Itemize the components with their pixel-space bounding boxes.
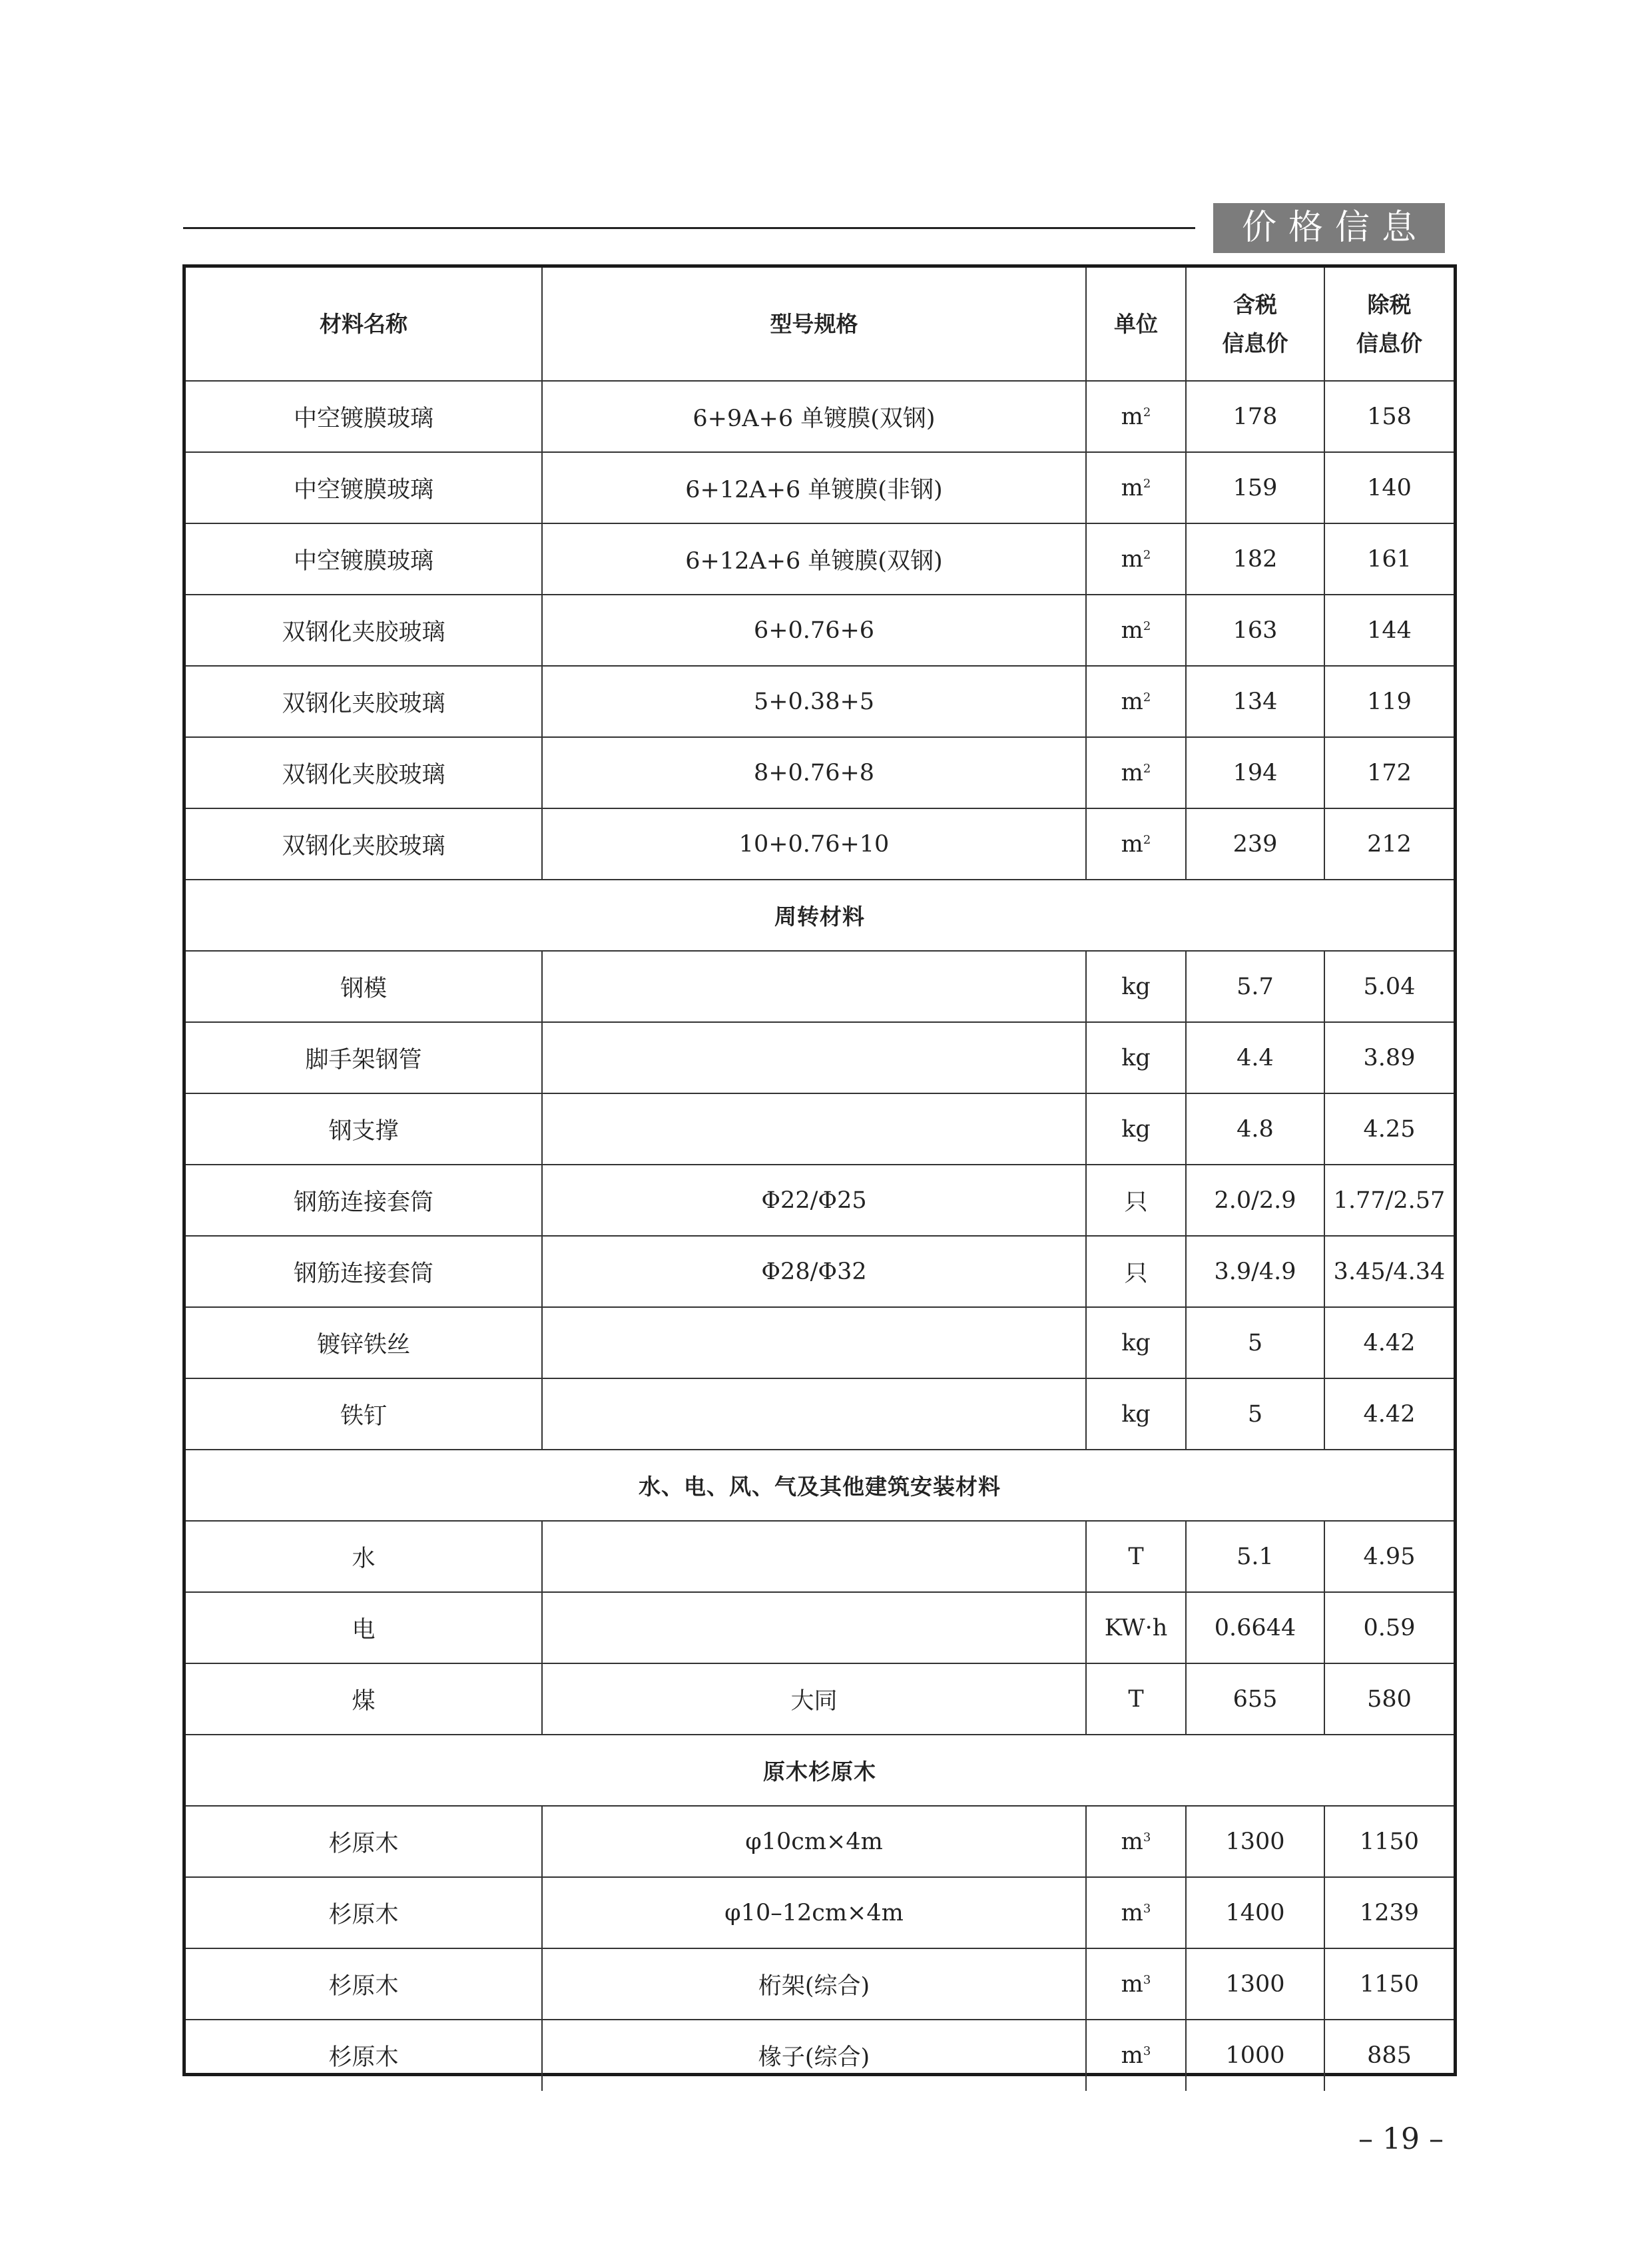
table-row (186, 1093, 1454, 1165)
cell-unit (1086, 1877, 1186, 1948)
section-tag: 价格信息 (1213, 203, 1445, 253)
cell-unit (1086, 737, 1186, 808)
cell-spec (542, 666, 1086, 737)
cell-material-name (186, 1236, 542, 1307)
table-row (186, 1806, 1454, 1877)
cell-spec (542, 1948, 1086, 2020)
unit-exponent: 2 (1143, 476, 1151, 491)
cell-price-tax-excl (1324, 1307, 1454, 1378)
cell-material-name-text: 杉原木 (328, 2044, 399, 2071)
cell-price-tax-excl-text: 4.95 (1363, 1543, 1416, 1570)
cell-material-name (186, 452, 542, 523)
cell-price-tax-excl (1324, 381, 1454, 452)
col-header-name: 材料名称 (186, 268, 542, 381)
cell-price-tax-excl (1324, 1877, 1454, 1948)
cell-price-tax-incl-text: 3.9/4.9 (1214, 1258, 1296, 1285)
cell-spec (542, 381, 1086, 452)
cell-unit-text: m (1121, 759, 1143, 786)
cell-price-tax-incl (1186, 1663, 1324, 1735)
cell-price-tax-excl (1324, 808, 1454, 880)
cell-material-name-text: 钢筋连接套筒 (293, 1260, 433, 1287)
cell-price-tax-excl (1324, 1165, 1454, 1236)
cell-price-tax-excl-text: 3.45/4.34 (1333, 1258, 1446, 1285)
cell-price-tax-incl-text: 178 (1233, 403, 1278, 430)
cell-price-tax-excl (1324, 1093, 1454, 1165)
cell-material-name (186, 1093, 542, 1165)
cell-price-tax-incl-text: 1300 (1225, 1970, 1285, 1998)
cell-unit (1086, 1307, 1186, 1378)
cell-price-tax-excl-text: 5.04 (1363, 973, 1416, 1000)
cell-price-tax-excl-text: 580 (1367, 1685, 1412, 1713)
cell-spec-text: 6+0.76+6 (753, 617, 875, 644)
col-header-tax-excl (1324, 268, 1454, 381)
cell-material-name-text: 杉原木 (328, 1901, 399, 1928)
cell-price-tax-excl-text: 172 (1367, 759, 1412, 786)
cell-unit-text: m (1121, 403, 1143, 430)
cell-price-tax-incl (1186, 452, 1324, 523)
cell-unit (1086, 808, 1186, 880)
cell-spec (542, 1663, 1086, 1735)
cell-unit (1086, 1165, 1186, 1236)
cell-unit-text: T (1128, 1685, 1144, 1713)
cell-unit-text: kg (1121, 1115, 1151, 1143)
cell-price-tax-incl-text: 0.6644 (1214, 1614, 1296, 1641)
cell-unit (1086, 1521, 1186, 1592)
cell-unit (1086, 666, 1186, 737)
cell-material-name-text: 中空镀膜玻璃 (293, 405, 433, 432)
cell-price-tax-incl-text: 182 (1233, 545, 1278, 573)
table-header-row (186, 268, 1454, 381)
unit-exponent: 2 (1143, 547, 1151, 562)
table-row (186, 2020, 1454, 2091)
cell-price-tax-incl-text: 5.1 (1237, 1543, 1274, 1570)
cell-material-name (186, 951, 542, 1022)
cell-price-tax-excl (1324, 2020, 1454, 2091)
cell-spec (542, 1877, 1086, 1948)
cell-price-tax-excl (1324, 1663, 1454, 1735)
cell-material-name (186, 1806, 542, 1877)
table-row (186, 1948, 1454, 2020)
cell-price-tax-incl (1186, 808, 1324, 880)
col-header-tax-incl-line2: 信息价 (1222, 330, 1288, 356)
cell-material-name-text: 杉原木 (328, 1830, 399, 1857)
cell-price-tax-incl-text: 655 (1233, 1685, 1278, 1713)
cell-price-tax-incl-text: 5 (1247, 1329, 1263, 1356)
cell-material-name (186, 1521, 542, 1592)
cell-price-tax-excl-text: 1.77/2.57 (1333, 1187, 1446, 1214)
cell-price-tax-excl-text: 4.25 (1363, 1115, 1416, 1143)
cell-material-name-text: 电 (352, 1616, 376, 1643)
cell-price-tax-excl (1324, 951, 1454, 1022)
cell-price-tax-incl (1186, 595, 1324, 666)
section-row (186, 1735, 1454, 1806)
cell-spec-text: 大同 (790, 1687, 838, 1715)
cell-price-tax-excl-text: 161 (1367, 545, 1412, 573)
cell-price-tax-excl (1324, 737, 1454, 808)
cell-price-tax-excl-text: 1150 (1359, 1828, 1420, 1855)
cell-material-name-text: 双钢化夹胶玻璃 (282, 690, 445, 717)
cell-spec-text: 6+12A+6 单镀膜(双钢) (685, 547, 943, 575)
table-row (186, 523, 1454, 595)
col-header-tax-incl (1186, 268, 1324, 381)
cell-spec (542, 523, 1086, 595)
cell-material-name (186, 1663, 542, 1735)
cell-price-tax-excl (1324, 1236, 1454, 1307)
col-header-tax-excl-line2: 信息价 (1356, 330, 1422, 356)
cell-unit-text: m (1121, 1828, 1143, 1855)
cell-price-tax-incl-text: 1300 (1225, 1828, 1285, 1855)
cell-unit (1086, 381, 1186, 452)
cell-material-name (186, 1592, 542, 1663)
cell-material-name-text: 双钢化夹胶玻璃 (282, 619, 445, 646)
cell-price-tax-excl (1324, 523, 1454, 595)
unit-exponent: 3 (1143, 1901, 1151, 1916)
cell-unit (1086, 1022, 1186, 1093)
cell-unit (1086, 523, 1186, 595)
table-row (186, 666, 1454, 737)
price-table (186, 268, 1454, 2091)
cell-unit-text: kg (1121, 1400, 1151, 1428)
cell-price-tax-incl (1186, 1093, 1324, 1165)
cell-spec (542, 808, 1086, 880)
table-row (186, 1521, 1454, 1592)
cell-material-name-text: 钢支撑 (328, 1117, 399, 1145)
cell-spec-text: 6+9A+6 单镀膜(双钢) (692, 405, 936, 432)
cell-price-tax-incl (1186, 1022, 1324, 1093)
cell-unit (1086, 2020, 1186, 2091)
table-row (186, 737, 1454, 808)
col-header-spec: 型号规格 (542, 268, 1086, 381)
cell-spec (542, 1307, 1086, 1378)
unit-exponent: 2 (1143, 832, 1151, 847)
cell-price-tax-incl (1186, 381, 1324, 452)
cell-spec-text: 5+0.38+5 (753, 688, 875, 715)
cell-material-name-text: 钢模 (340, 975, 387, 1002)
cell-material-name-text: 中空镀膜玻璃 (293, 476, 433, 503)
cell-material-name-text: 脚手架钢管 (305, 1046, 422, 1073)
cell-unit (1086, 1948, 1186, 2020)
cell-price-tax-excl-text: 144 (1367, 617, 1412, 644)
cell-price-tax-excl (1324, 1948, 1454, 2020)
cell-material-name (186, 2020, 542, 2091)
cell-price-tax-excl-text: 119 (1367, 688, 1412, 715)
cell-price-tax-excl (1324, 1521, 1454, 1592)
cell-material-name-text: 铁钉 (340, 1402, 387, 1430)
cell-price-tax-incl-text: 1400 (1225, 1899, 1285, 1926)
cell-price-tax-excl (1324, 595, 1454, 666)
cell-price-tax-incl-text: 5.7 (1237, 973, 1274, 1000)
cell-price-tax-incl (1186, 523, 1324, 595)
cell-unit (1086, 951, 1186, 1022)
cell-unit (1086, 595, 1186, 666)
cell-price-tax-incl (1186, 1806, 1324, 1877)
cell-unit (1086, 1378, 1186, 1450)
cell-spec-text: 10+0.76+10 (738, 830, 890, 858)
cell-unit-text: m (1121, 474, 1143, 501)
cell-spec (542, 951, 1086, 1022)
col-header-unit: 单位 (1086, 268, 1186, 381)
cell-unit-text: 只 (1124, 1189, 1148, 1216)
cell-material-name-text: 杉原木 (328, 1972, 399, 2000)
cell-material-name (186, 1877, 542, 1948)
cell-spec (542, 1236, 1086, 1307)
cell-price-tax-excl (1324, 1806, 1454, 1877)
table-row (186, 1165, 1454, 1236)
table-row (186, 595, 1454, 666)
cell-price-tax-incl-text: 2.0/2.9 (1214, 1187, 1296, 1214)
cell-material-name (186, 523, 542, 595)
cell-material-name-text: 镀锌铁丝 (316, 1331, 410, 1358)
section-row (186, 1450, 1454, 1521)
cell-material-name (186, 381, 542, 452)
cell-price-tax-incl-text: 1000 (1225, 2042, 1285, 2069)
unit-exponent: 2 (1143, 405, 1151, 420)
table-row (186, 1877, 1454, 1948)
cell-spec (542, 595, 1086, 666)
cell-price-tax-incl-text: 134 (1233, 688, 1278, 715)
cell-spec-text: Φ28/Φ32 (761, 1258, 867, 1285)
cell-unit-text: T (1128, 1543, 1144, 1570)
cell-price-tax-incl-text: 4.4 (1237, 1044, 1274, 1071)
unit-exponent: 3 (1143, 1972, 1151, 1987)
table-row (186, 808, 1454, 880)
cell-price-tax-incl (1186, 1521, 1324, 1592)
cell-price-tax-incl (1186, 666, 1324, 737)
cell-unit-text: m (1121, 1899, 1143, 1926)
cell-unit (1086, 1093, 1186, 1165)
cell-spec (542, 1093, 1086, 1165)
cell-spec (542, 737, 1086, 808)
cell-unit-text: kg (1121, 973, 1151, 1000)
cell-unit-text: m (1121, 545, 1143, 573)
table-row (186, 1592, 1454, 1663)
cell-unit-text: m (1121, 830, 1143, 858)
unit-exponent: 3 (1143, 2044, 1151, 2058)
cell-material-name (186, 808, 542, 880)
cell-material-name (186, 1948, 542, 2020)
cell-price-tax-incl (1186, 1165, 1324, 1236)
cell-unit-text: m (1121, 1970, 1143, 1998)
section-row (186, 880, 1454, 951)
table-row (186, 1236, 1454, 1307)
table-row (186, 452, 1454, 523)
cell-price-tax-excl-text: 1239 (1359, 1899, 1420, 1926)
unit-exponent: 2 (1143, 690, 1151, 705)
cell-spec (542, 452, 1086, 523)
unit-exponent: 2 (1143, 619, 1151, 633)
cell-unit-text: kg (1121, 1329, 1151, 1356)
table-row (186, 1307, 1454, 1378)
cell-spec (542, 1521, 1086, 1592)
cell-spec-text: 8+0.76+8 (753, 759, 875, 786)
cell-spec-text: Φ22/Φ25 (761, 1187, 867, 1214)
cell-unit (1086, 1806, 1186, 1877)
cell-price-tax-incl (1186, 737, 1324, 808)
cell-price-tax-incl-text: 163 (1233, 617, 1278, 644)
cell-material-name (186, 1378, 542, 1450)
cell-material-name (186, 1165, 542, 1236)
page-number: – 19 – (1358, 2122, 1444, 2156)
cell-price-tax-incl (1186, 951, 1324, 1022)
cell-material-name-text: 煤 (352, 1687, 376, 1715)
cell-material-name (186, 1307, 542, 1378)
cell-price-tax-incl-text: 194 (1233, 759, 1278, 786)
price-table-frame (182, 264, 1457, 2076)
cell-spec (542, 2020, 1086, 2091)
cell-material-name-text: 水 (352, 1545, 376, 1572)
cell-material-name (186, 666, 542, 737)
cell-spec-text: 椽子(综合) (758, 2044, 870, 2071)
cell-spec (542, 1378, 1086, 1450)
cell-price-tax-incl (1186, 1877, 1324, 1948)
cell-price-tax-excl-text: 4.42 (1363, 1400, 1416, 1428)
cell-unit-text: KW·h (1104, 1614, 1168, 1641)
cell-unit (1086, 1236, 1186, 1307)
table-row (186, 1378, 1454, 1450)
cell-price-tax-excl-text: 158 (1367, 403, 1412, 430)
cell-price-tax-incl-text: 159 (1233, 474, 1278, 501)
cell-price-tax-incl-text: 5 (1247, 1400, 1263, 1428)
cell-price-tax-excl (1324, 452, 1454, 523)
cell-price-tax-incl (1186, 2020, 1324, 2091)
section-title: 周转材料 (186, 880, 1454, 951)
cell-material-name (186, 737, 542, 808)
cell-price-tax-excl-text: 140 (1367, 474, 1412, 501)
cell-price-tax-incl (1186, 1236, 1324, 1307)
header-rule (183, 227, 1195, 229)
cell-price-tax-incl (1186, 1378, 1324, 1450)
unit-exponent: 2 (1143, 761, 1151, 776)
cell-unit-text: kg (1121, 1044, 1151, 1071)
table-row (186, 381, 1454, 452)
cell-spec-text: φ10–12cm×4m (724, 1899, 904, 1926)
section-title: 原木杉原木 (186, 1735, 1454, 1806)
cell-unit-text: m (1121, 688, 1143, 715)
cell-spec-text: 6+12A+6 单镀膜(非钢) (685, 476, 943, 503)
cell-spec (542, 1165, 1086, 1236)
cell-price-tax-excl-text: 212 (1367, 830, 1412, 858)
table-row (186, 1022, 1454, 1093)
cell-price-tax-excl (1324, 1592, 1454, 1663)
cell-material-name-text: 双钢化夹胶玻璃 (282, 761, 445, 788)
cell-price-tax-excl-text: 885 (1367, 2042, 1412, 2069)
cell-price-tax-incl (1186, 1592, 1324, 1663)
cell-material-name (186, 595, 542, 666)
table-row (186, 1663, 1454, 1735)
cell-price-tax-excl-text: 1150 (1359, 1970, 1420, 1998)
cell-price-tax-excl-text: 0.59 (1363, 1614, 1416, 1641)
cell-price-tax-incl (1186, 1948, 1324, 2020)
cell-price-tax-excl (1324, 666, 1454, 737)
cell-material-name (186, 1022, 542, 1093)
section-title: 水、电、风、气及其他建筑安装材料 (186, 1450, 1454, 1521)
cell-spec (542, 1022, 1086, 1093)
cell-spec (542, 1806, 1086, 1877)
col-header-tax-incl-line1: 含税 (1233, 291, 1277, 318)
table-row (186, 951, 1454, 1022)
cell-spec-text: 桁架(综合) (758, 1972, 870, 2000)
cell-price-tax-excl-text: 3.89 (1363, 1044, 1416, 1071)
cell-material-name-text: 钢筋连接套筒 (293, 1189, 433, 1216)
cell-unit-text: 只 (1124, 1260, 1148, 1287)
cell-spec-text: φ10cm×4m (745, 1828, 883, 1855)
cell-price-tax-excl (1324, 1378, 1454, 1450)
cell-price-tax-incl-text: 239 (1233, 830, 1278, 858)
cell-unit-text: m (1121, 2042, 1143, 2069)
cell-unit (1086, 452, 1186, 523)
cell-spec (542, 1592, 1086, 1663)
cell-price-tax-incl-text: 4.8 (1237, 1115, 1274, 1143)
cell-price-tax-excl (1324, 1022, 1454, 1093)
cell-unit (1086, 1663, 1186, 1735)
cell-unit (1086, 1592, 1186, 1663)
cell-material-name-text: 中空镀膜玻璃 (293, 547, 433, 575)
cell-price-tax-incl (1186, 1307, 1324, 1378)
col-header-tax-excl-line1: 除税 (1367, 291, 1412, 318)
cell-material-name-text: 双钢化夹胶玻璃 (282, 832, 445, 860)
cell-price-tax-excl-text: 4.42 (1363, 1329, 1416, 1356)
cell-unit-text: m (1121, 617, 1143, 644)
unit-exponent: 3 (1143, 1830, 1151, 1844)
